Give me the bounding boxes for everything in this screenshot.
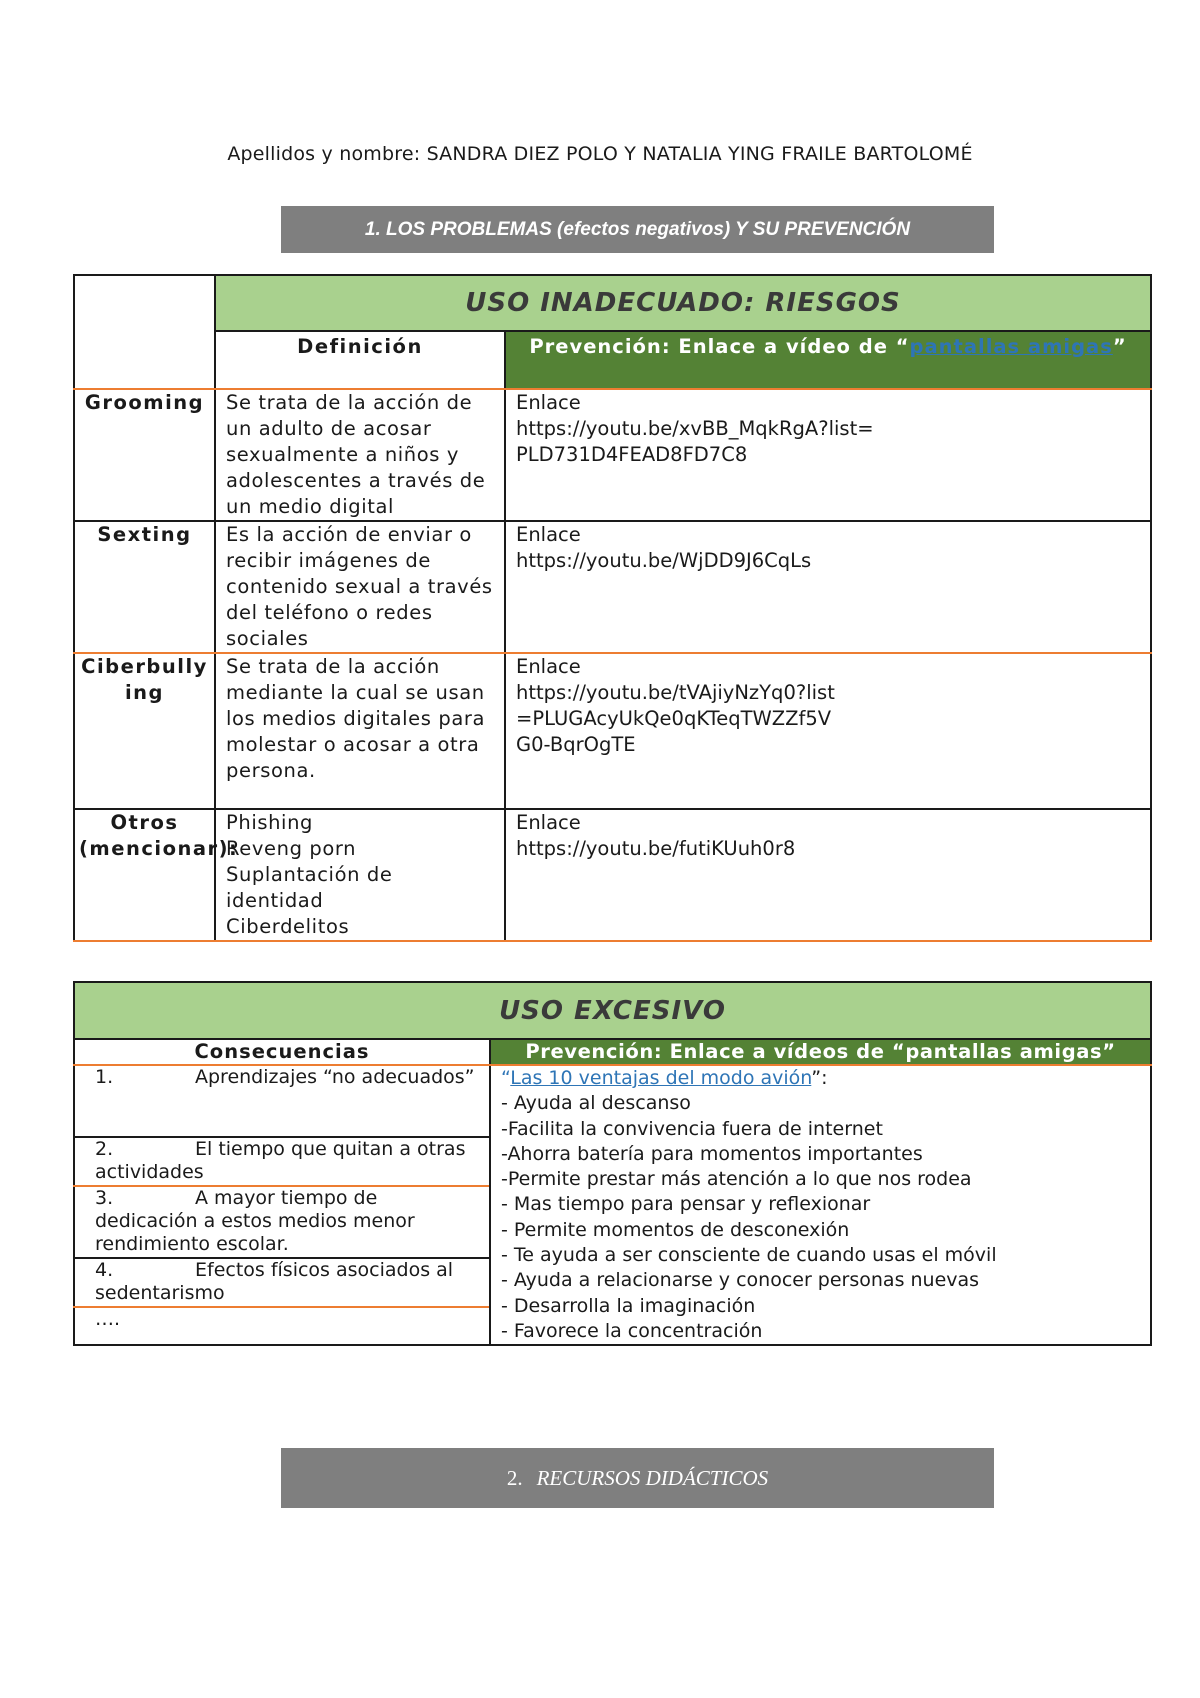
- quote-open: “: [501, 1067, 511, 1089]
- item-text: ….: [95, 1307, 121, 1330]
- risk-definition: Es la acción de enviar o recibir imágenes de contenido sexual a través del teléfono o redes sociales: [215, 521, 505, 653]
- consequence-item: [74, 1307, 490, 1346]
- pantallas-amigas-link[interactable]: pantallas amigas: [909, 335, 1113, 358]
- table-row: [74, 521, 1151, 653]
- item-text: A mayor tiempo de dedicación a estos medios menor rendimiento escolar.: [95, 1186, 415, 1255]
- video-url[interactable]: https://youtu.be/tVAjiyNzYq0?list=PLUGAcyUkQe0qKTeqTWZZf5VG0-BqrOgTE: [516, 681, 835, 756]
- advantages-heading: [501, 1066, 1140, 1091]
- video-url[interactable]: https://youtu.be/WjDD9J6CqLs: [516, 549, 812, 572]
- risk-prevention: [505, 653, 1151, 809]
- item-text: El tiempo que quitan a otras actividades: [95, 1138, 466, 1184]
- link-label: Enlace: [516, 811, 581, 834]
- risk-prevention: [505, 809, 1151, 941]
- column-header-definition: Definición: [215, 331, 505, 389]
- section-2-title: RECURSOS DIDÁCTICOS: [536, 1465, 769, 1490]
- list-item: Phishing: [226, 811, 314, 834]
- section-2-number: 2.: [506, 1465, 523, 1490]
- author-names: Apellidos y nombre: SANDRA DIEZ POLO Y NATALIA YING FRAILE BARTOLOMÉ: [227, 143, 973, 165]
- list-item: Reveng porn: [226, 837, 357, 860]
- prevention-header-suffix: ”: [1112, 335, 1127, 358]
- advantages-list: [490, 1065, 1151, 1345]
- risk-name: Grooming: [74, 389, 215, 521]
- risk-prevention: [505, 389, 1151, 521]
- consequence-item: [74, 1258, 490, 1307]
- empty-corner-cell: [74, 275, 215, 389]
- list-item: - Te ayuda a ser consciente de cuando usas el móvil: [501, 1244, 997, 1267]
- section-1-title: 1. LOS PROBLEMAS (efectos negativos) Y SU PREVENCIÓN: [364, 218, 911, 240]
- link-label: Enlace: [516, 655, 581, 678]
- consequence-item: [74, 1186, 490, 1258]
- list-item: - Favorece la concentración: [501, 1319, 763, 1342]
- risk-definition: [215, 809, 505, 941]
- risks-table: [73, 274, 1152, 942]
- video-url[interactable]: https://youtu.be/xvBB_MqkRgA?list=PLD731D4FEAD8FD7C8: [516, 417, 874, 466]
- section-2-banner: [281, 1448, 994, 1508]
- risk-prevention: [505, 521, 1151, 653]
- link-label: Enlace: [516, 523, 581, 546]
- list-item: -Facilita la convivencia fuera de internet: [501, 1117, 883, 1140]
- consequence-item: [74, 1065, 490, 1137]
- column-header-consequences: Consecuencias: [74, 1039, 490, 1065]
- video-url[interactable]: https://youtu.be/futiKUuh0r8: [516, 837, 796, 860]
- list-item: Suplantación de identidad: [226, 863, 393, 912]
- list-item: - Ayuda a relacionarse y conocer personas nuevas: [501, 1269, 980, 1292]
- item-text: Efectos físicos asociados al sedentarismo: [95, 1258, 454, 1304]
- section-1-banner: [281, 206, 994, 253]
- list-item: -Permite prestar más atención a lo que nos rodea: [501, 1168, 972, 1191]
- list-item: - Ayuda al descanso: [501, 1092, 691, 1115]
- risk-name: Ciberbullying: [74, 653, 215, 809]
- table-row: [74, 809, 1151, 941]
- list-item: Ciberdelitos: [226, 915, 350, 938]
- risk-name: Otros (mencionar):: [74, 809, 215, 941]
- list-item: - Desarrolla la imaginación: [501, 1294, 756, 1317]
- list-item: - Permite momentos de desconexión: [501, 1218, 850, 1241]
- list-item: -Ahorra batería para momentos importantes: [501, 1142, 923, 1165]
- table-title: USO EXCESIVO: [74, 982, 1151, 1039]
- table-row: [74, 653, 1151, 809]
- item-number: 4.: [95, 1258, 114, 1281]
- link-label: Enlace: [516, 391, 581, 414]
- prevention-header-prefix: Prevención: Enlace a vídeo de “: [529, 335, 910, 358]
- risk-definition: Se trata de la acción de un adulto de acosar sexualmente a niños y adolescentes a través de un medio digital: [215, 389, 505, 521]
- table-title: USO INADECUADO: RIESGOS: [215, 275, 1151, 331]
- quote-close: ”:: [811, 1067, 828, 1089]
- modo-avion-link[interactable]: Las 10 ventajas del modo avión: [510, 1067, 812, 1089]
- column-header-prevention: Prevención: Enlace a vídeos de “pantallas amigas”: [490, 1039, 1151, 1065]
- table-row: [74, 389, 1151, 521]
- column-header-prevention: [505, 331, 1151, 389]
- item-number: 2.: [95, 1138, 114, 1161]
- item-number: 3.: [95, 1186, 114, 1209]
- risk-definition: Se trata de la acción mediante la cual se usan los medios digitales para molestar o acosar a otra persona.: [215, 653, 505, 809]
- item-number: 1.: [95, 1066, 114, 1088]
- risk-name: Sexting: [74, 521, 215, 653]
- consequence-item: [74, 1137, 490, 1186]
- item-text: Aprendizajes “no adecuados”: [195, 1066, 475, 1088]
- excessive-use-table: [73, 981, 1152, 1346]
- list-item: - Mas tiempo para pensar y reflexionar: [501, 1193, 871, 1216]
